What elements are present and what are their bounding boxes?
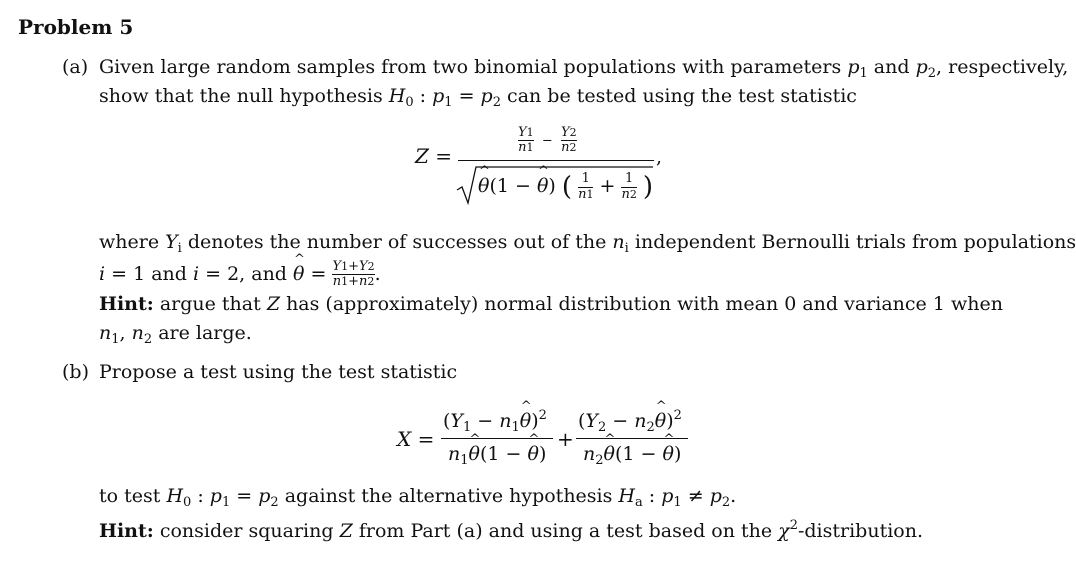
part-b-line2: to test $H_0$ : $p_1 = p_2$ against the alternative hypothesis $H_a$ : $p_1 \ne p_2$.	[99, 485, 737, 510]
part-a-where-line1: where $Y_i$ denotes the number of successes out of the $n_i$ independent Bernoulli trials from populations	[99, 231, 1076, 256]
z-numerator: $\frac{Y1}{n1}$ − $\frac{Y2}{n2}$	[518, 125, 577, 156]
x-plus-sign: +	[557, 427, 574, 451]
z-comma: ,	[656, 146, 663, 168]
z-denominator: θ ^(1 − θ ^) ( $\frac{1}{n1}$ + $\frac{1}{n2}$ )	[478, 172, 653, 202]
part-a-hint-line2: $n_1$, $n_2$ are large.	[99, 322, 252, 347]
z-equation-lhs: Z =	[415, 144, 453, 168]
z-fraction-bar	[458, 160, 654, 161]
problem-title: Problem 5	[18, 15, 134, 39]
part-a-line2: show that the null hypothesis $H_0$ : $p_1 = p_2$ can be tested using the test statistic	[99, 85, 857, 110]
part-a-line1: Given large random samples from two binomial populations with parameters $p_1$ and $p_2$, respectively,	[99, 56, 1069, 81]
part-b-line1: Propose a test using the test statistic	[99, 361, 458, 383]
part-a-where-line2: i = 1 and i = 2, and θ ^ = $\frac{Y1+Y2}{n1+n2}$ .	[99, 260, 381, 290]
x-equation-lhs: X =	[397, 427, 435, 451]
part-b-hint: Hint: consider squaring Z from Part (a) and using a test based on the $\chi^2$-distribution.	[99, 518, 923, 542]
part-a-hint-line1: Hint: argue that Z has (approximately) normal distribution with mean 0 and variance 1 when	[99, 293, 1003, 315]
x-term1-numerator: ($Y_1 - n_1\theta$ ^)$^2$	[443, 408, 547, 435]
part-b-label: (b)	[62, 361, 89, 383]
x-term1-denominator: $n_1\theta$ ^(1 − θ ^)	[448, 443, 546, 468]
x-term2-denominator: $n_2\theta$ ^(1 − θ ^)	[583, 443, 681, 468]
part-a-label: (a)	[62, 56, 89, 78]
x-term2-numerator: ($Y_2 - n_2\theta$ ^)$^2$	[578, 408, 682, 435]
